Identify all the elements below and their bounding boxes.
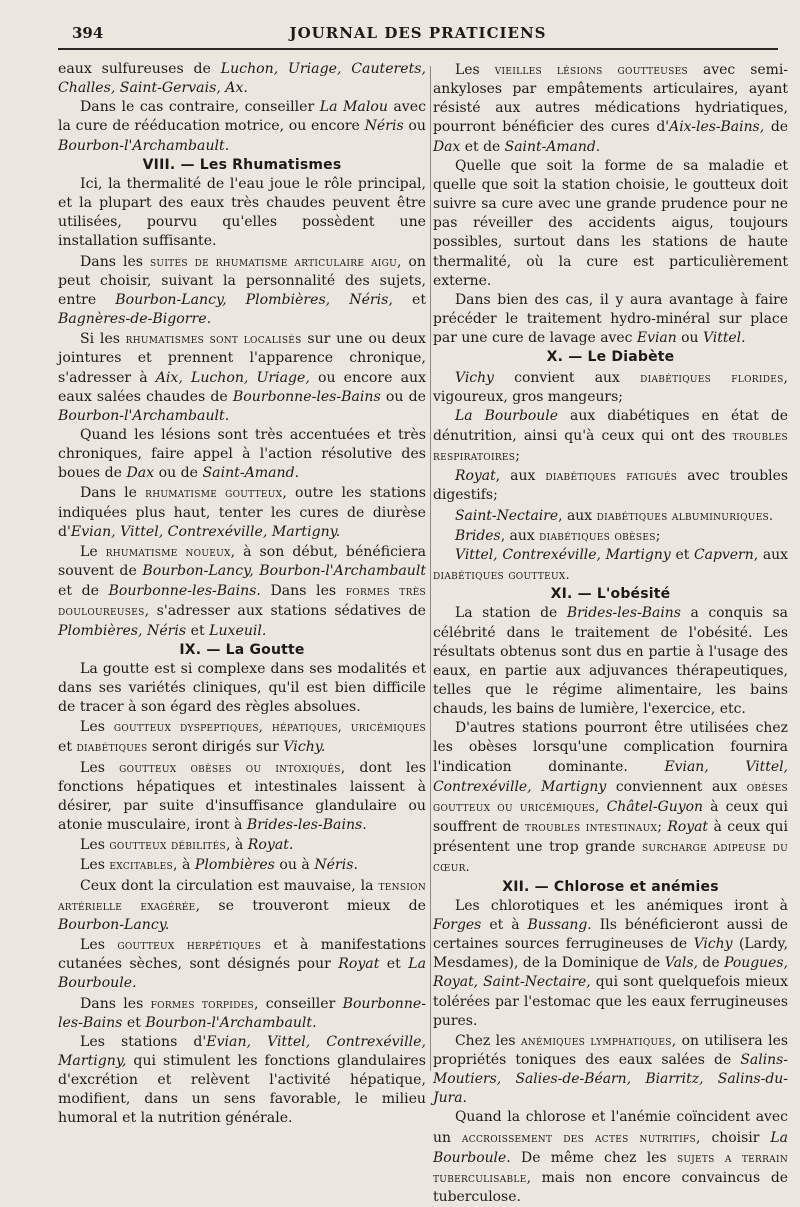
paragraph: Les goutteux herpétiques et à manifestations cutanées sèches, sont désignés pour Royat et La Bourboule. (58, 937, 426, 992)
paragraph: Dans le rhumatisme goutteux, outre les stations indiquées plus haut, tenter les cures de diurèse d'Evian, Vittel, Contrexéville, Martigny. (58, 485, 426, 540)
paragraph: Quand les lésions sont très accentuées et très chroniques, faire appel à l'action résolutive des boues de Dax ou de Saint-Amand. (58, 426, 426, 482)
section-heading-diabete: X. — Le Diabète (546, 349, 675, 366)
paragraph: D'autres stations pourront être utilisées chez les obèses lorsqu'une complication fournira l'indication dominante. Evian, Vittel, Contrexéville, Martigny conviennent aux obèses goutteux ou uricémiques, Châtel-Guyon à ceux qui souffrent de troubles intestinaux; Royat à ceux qui présentent une trop grande surcharge adipeuse du cœur. (433, 720, 788, 875)
paragraph: eaux sulfureuses de Luchon, Uriage, Cauterets, Challes, Saint-Gervais, Ax. (58, 61, 426, 97)
paragraph: Brides, aux diabétiques obèses; (455, 527, 661, 544)
paragraph: La Bourboule aux diabétiques en état de dénutrition, ainsi qu'à ceux qui ont des troubles respiratoires; (433, 407, 789, 465)
section-heading-chlorose: XII. — Chlorose et anémies (502, 878, 719, 895)
paragraph: Les stations d'Evian, Vittel, Contrexéville, Martigny, qui stimulent les fonctions glandulaires d'excrétion et relèvent l'activité hépatique, modifient, dans un sens favorable, le milieu humoral et la nutrition générale. (58, 1033, 426, 1127)
paragraph: La station de Brides-les-Bains a conquis sa célébrité dans le traitement de l'obésité. Les résultats obtenus sont dus en partie à l'usage des eaux, en partie aux adjuvances thérapeutiques, telles que le régime alimentaire, les bains chauds, les bains de lumière, l'exercice, etc. (433, 605, 788, 718)
paragraph: La goutte est si complexe dans ses modalités et dans ses variétés cliniques, qu'il est bien difficile de tracer à son égard des règles absolues. (58, 660, 426, 716)
section-heading-rhumatismes: VIII. — Les Rhumatismes (142, 156, 342, 173)
paragraph: Royat, aux diabétiques fatigués avec troubles digestifs; (433, 468, 788, 504)
paragraph: Dans les formes torpides, conseiller Bourbonne-les-Bains et Bourbon-l'Archambault. (58, 995, 427, 1031)
paragraph: Vittel, Contrexéville, Martigny et Capvern, aux diabétiques goutteux. (433, 546, 788, 583)
paragraph: Les chlorotiques et les anémiques iront à Forges et à Bussang. Ils bénéficieront aussi de certaines sources ferrugineuses de Vichy (Lardy, Mesdames), de la Dominique de Vals, de Pougues, Royat, Saint-Nectaire, qui sont quelquefois mieux tolérées par l'estomac que les eaux ferrugineuses pures. (433, 897, 789, 1029)
paragraph: Chez les anémiques lymphatiques, on utilisera les propriétés toniques des eaux salées de Salins-Moutiers, Salies-de-Béarn, Biarritz, Salins-du-Jura. (433, 1032, 788, 1107)
paragraph: Les goutteux dyspeptiques, hépatiques, uricémiques et diabétiques seront dirigés sur Vichy. (58, 719, 427, 756)
page-header (58, 20, 778, 50)
paragraph: Si les rhumatismes sont localisés sur une ou deux jointures et prennent l'apparence chronique, s'adresser à Aix, Luchon, Uriage, ou encore aux eaux salées chaudes de Bourbonne-les-Bains ou de Bourbon-l'Archambault. (58, 331, 427, 424)
paragraph: Les vieilles lésions goutteuses avec semi-ankyloses par empâtements articulaires, ayant résisté aux autres médications hydriatiques, pourront bénéficier des cures d'Aix-les-Bains, de Dax et de Saint-Amand. (433, 62, 788, 155)
paragraph: Dans bien des cas, il y aura avantage à faire précéder le traitement hydro-minéral sur place par une cure de lavage avec Evian ou Vittel. (433, 291, 788, 347)
paragraph: Dans les suites de rhumatisme articulaire aigu, on peut choisir, suivant la personnalité des sujets, entre Bourbon-Lancy, Plombières, Néris, et Bagnères-de-Bigorre. (58, 253, 427, 328)
page-number: 394 (72, 24, 104, 42)
paragraph: Ceux dont la circulation est mauvaise, la tension artérielle exagérée, se trouveront mieux de Bourbon-Lancy. (58, 877, 426, 933)
right-column (433, 60, 788, 1207)
journal-title: JOURNAL DES PRATICIENS (289, 24, 547, 42)
section-heading-goutte: IX. — La Goutte (179, 641, 305, 658)
paragraph: Saint-Nectaire, aux diabétiques albuminuriques. (455, 507, 774, 524)
column-divider (430, 66, 431, 1071)
left-column (58, 60, 426, 1129)
paragraph: Dans le cas contraire, conseiller La Malou avec la cure de rééducation motrice, ou encore Néris ou Bourbon-l'Archambault. (58, 99, 426, 154)
paragraph: Le rhumatisme noueux, à son début, bénéficiera souvent de Bourbon-Lancy, Bourbon-l'Archambault et de Bourbonne-les-Bains. Dans les formes très douloureuses, s'adresser aux stations sédatives de Plombières, Néris et Luxeuil. (58, 543, 427, 639)
paragraph: Vichy convient aux diabétiques florides, vigoureux, gros mangeurs; (433, 369, 788, 405)
paragraph: Les goutteux débilités, à Royat. (80, 837, 294, 854)
paragraph: Quelle que soit la forme de sa maladie et quelle que soit la station choisie, le goutteux doit suivre sa cure avec une grande prudence pour ne pas réveiller des accidents aigus, toujours possibles, surtout dans les stations de haute thermalité, où la cure est particulièrement externe. (433, 157, 788, 289)
paragraph: Les excitables, à Plombières ou à Néris. (80, 857, 358, 874)
paragraph: Les goutteux obèses ou intoxiqués, dont les fonctions hépatiques et intestinales laissent à désirer, par suite d'insuffisance glandulaire ou atonie musculaire, iront à Brides-les-Bains. (58, 759, 426, 834)
section-heading-obesite: XI. — L'obésité (550, 586, 671, 603)
paragraph: Ici, la thermalité de l'eau joue le rôle principal, et la plupart des eaux très chaudes peuvent être utilisées, pourvu qu'elles possèdent une installation suffisante. (58, 175, 426, 250)
paragraph: Quand la chlorose et l'anémie coïncident avec un accroissement des actes nutritifs, choisir La Bourboule. De même chez les sujets a terrain tuberculisable, mais non encore convaincus de tuberculose. (433, 1109, 788, 1206)
